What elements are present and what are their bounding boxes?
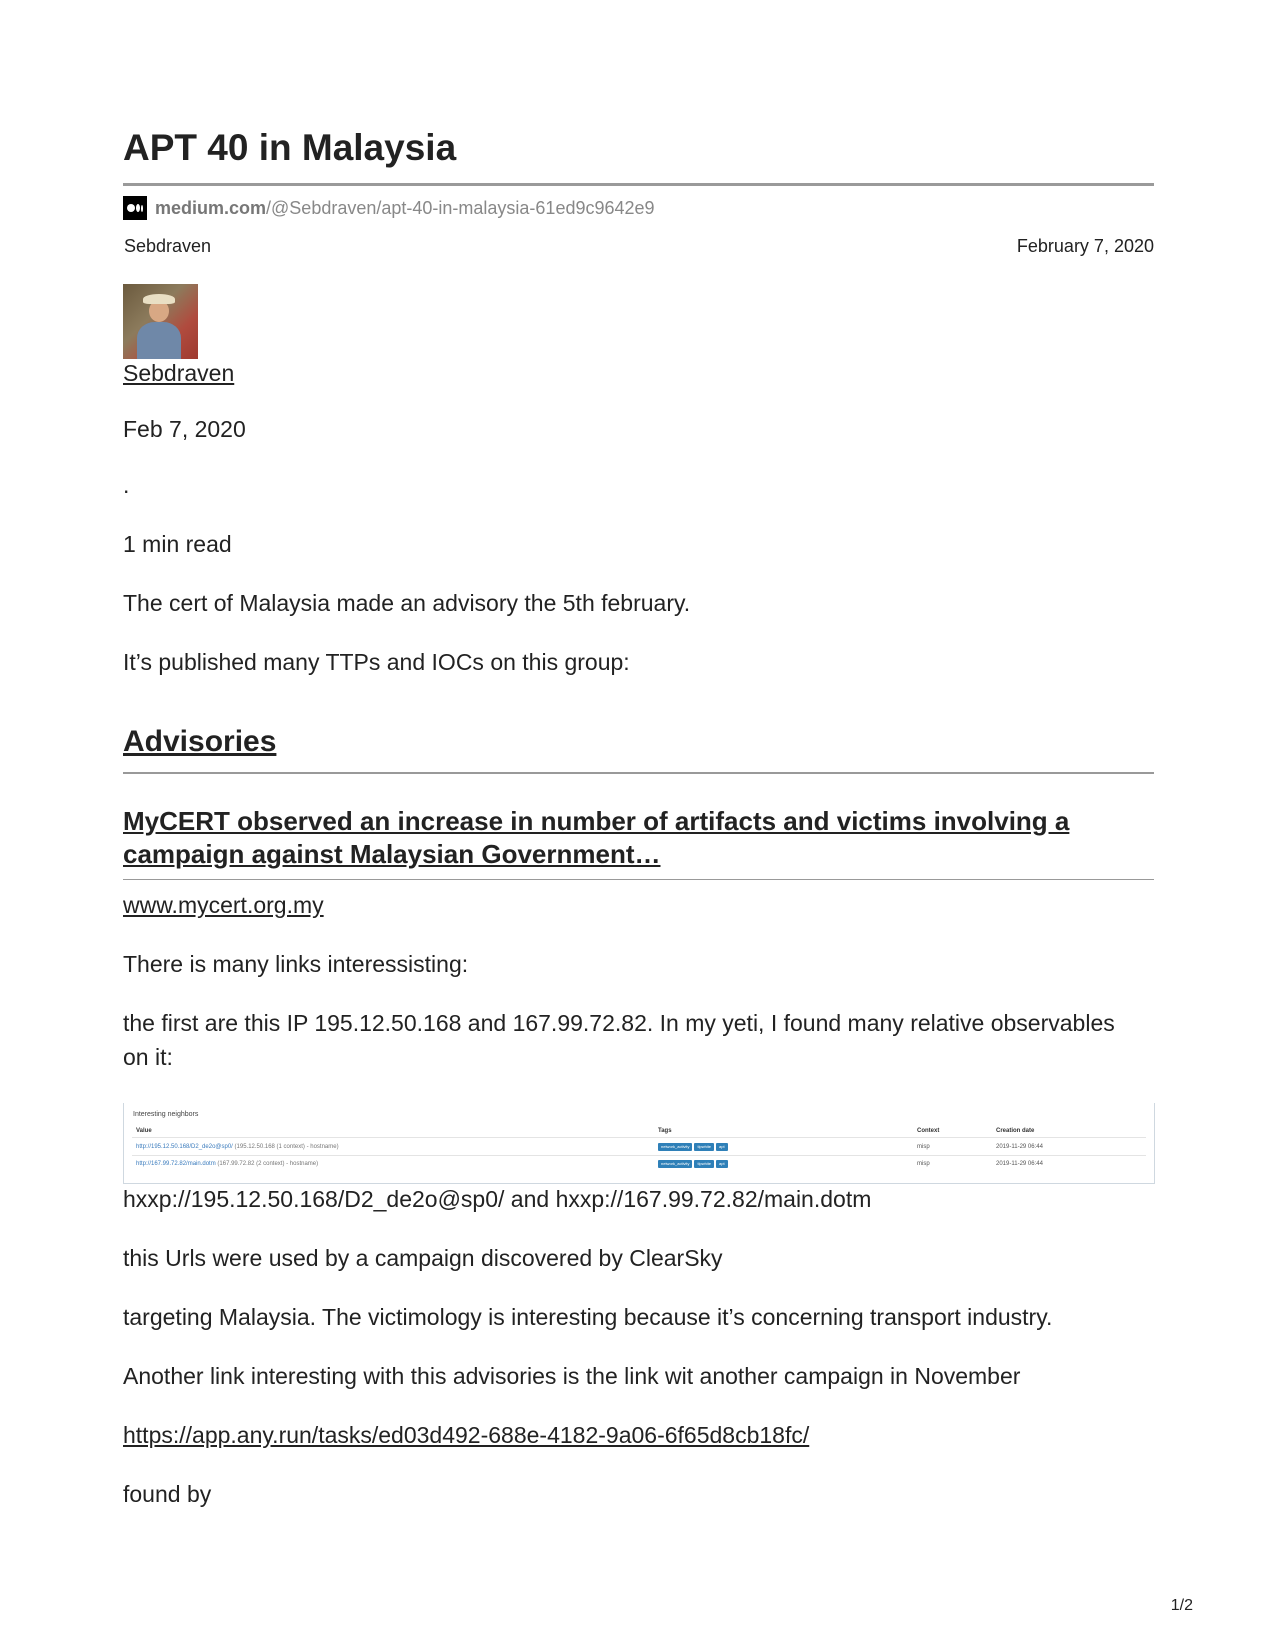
row-context: misp bbox=[917, 1144, 930, 1150]
source-domain: medium.com bbox=[155, 197, 267, 218]
row-context: misp bbox=[917, 1161, 930, 1167]
col-context: Context bbox=[917, 1128, 940, 1134]
col-value: Value bbox=[136, 1128, 152, 1134]
paragraph-ips: the first are this IP 195.12.50.168 and 167.99.72.82. In my yeti, I found many relative observables on it: bbox=[123, 1010, 1115, 1070]
paragraph-ttps: It’s published many TTPs and IOCs on this group: bbox=[123, 649, 630, 675]
source-line[interactable] bbox=[123, 196, 655, 220]
row-created: 2019-11-29 06:44 bbox=[996, 1161, 1043, 1167]
heading-mycert[interactable]: MyCERT observed an increase in number of artifacts and victims involving a campaign against Malaysian Government… bbox=[123, 806, 1070, 869]
author-link[interactable]: Sebdraven bbox=[123, 360, 235, 386]
paragraph-november: Another link interesting with this advisories is the link wit another campaign in November bbox=[123, 1363, 1021, 1389]
read-time: 1 min read bbox=[123, 531, 232, 557]
byline-date: Feb 7, 2020 bbox=[123, 416, 246, 442]
advisories-divider bbox=[123, 772, 1154, 774]
mycert-link[interactable]: www.mycert.org.my bbox=[123, 892, 324, 918]
paragraph-advisory: The cert of Malaysia made an advisory the 5th february. bbox=[123, 590, 691, 616]
medium-logo-icon bbox=[123, 196, 147, 220]
avatar[interactable] bbox=[123, 284, 198, 359]
paragraph-urls: hxxp://195.12.50.168/D2_de2o@sp0/ and hxxp://167.99.72.82/main.dotm bbox=[123, 1186, 872, 1212]
page-number: 1/2 bbox=[1170, 1597, 1193, 1614]
source-path: /@Sebdraven/apt-40-in-malaysia-61ed9c9642e9 bbox=[266, 197, 655, 218]
col-created: Creation date bbox=[996, 1128, 1035, 1134]
shot-title: Interesting neighbors bbox=[133, 1111, 199, 1118]
table-row[interactable]: http://167.99.72.82/main.dotm (167.99.72.82 (2 context) - hostname) bbox=[136, 1161, 319, 1167]
article-title: APT 40 in Malaysia bbox=[123, 127, 457, 168]
row-tags: network_activity tlpwhite apt bbox=[658, 1143, 728, 1151]
title-divider bbox=[123, 183, 1154, 186]
mycert-divider bbox=[123, 879, 1154, 880]
paragraph-victimology: targeting Malaysia. The victimology is interesting because it’s concerning transport industry. bbox=[123, 1304, 1053, 1330]
byline-separator: . bbox=[123, 472, 130, 498]
heading-advisories[interactable]: Advisories bbox=[123, 725, 277, 758]
anyrun-link[interactable]: https://app.any.run/tasks/ed03d492-688e-4182-9a06-6f65d8cb18fc/ bbox=[123, 1422, 810, 1448]
row-tags: network_activity tlpwhite apt bbox=[658, 1160, 728, 1168]
meta-date: February 7, 2020 bbox=[1016, 236, 1154, 256]
yeti-screenshot bbox=[123, 1103, 1155, 1184]
row-created: 2019-11-29 06:44 bbox=[996, 1144, 1043, 1150]
col-tags: Tags bbox=[658, 1128, 672, 1134]
paragraph-found-by: found by bbox=[123, 1481, 212, 1507]
paragraph-clearsky: this Urls were used by a campaign discovered by ClearSky bbox=[123, 1245, 723, 1271]
paragraph-links: There is many links interessisting: bbox=[123, 951, 469, 977]
meta-author: Sebdraven bbox=[124, 236, 212, 256]
table-row[interactable]: http://195.12.50.168/D2_de2o@sp0/ (195.12.50.168 (1 context) - hostname) bbox=[136, 1144, 339, 1150]
